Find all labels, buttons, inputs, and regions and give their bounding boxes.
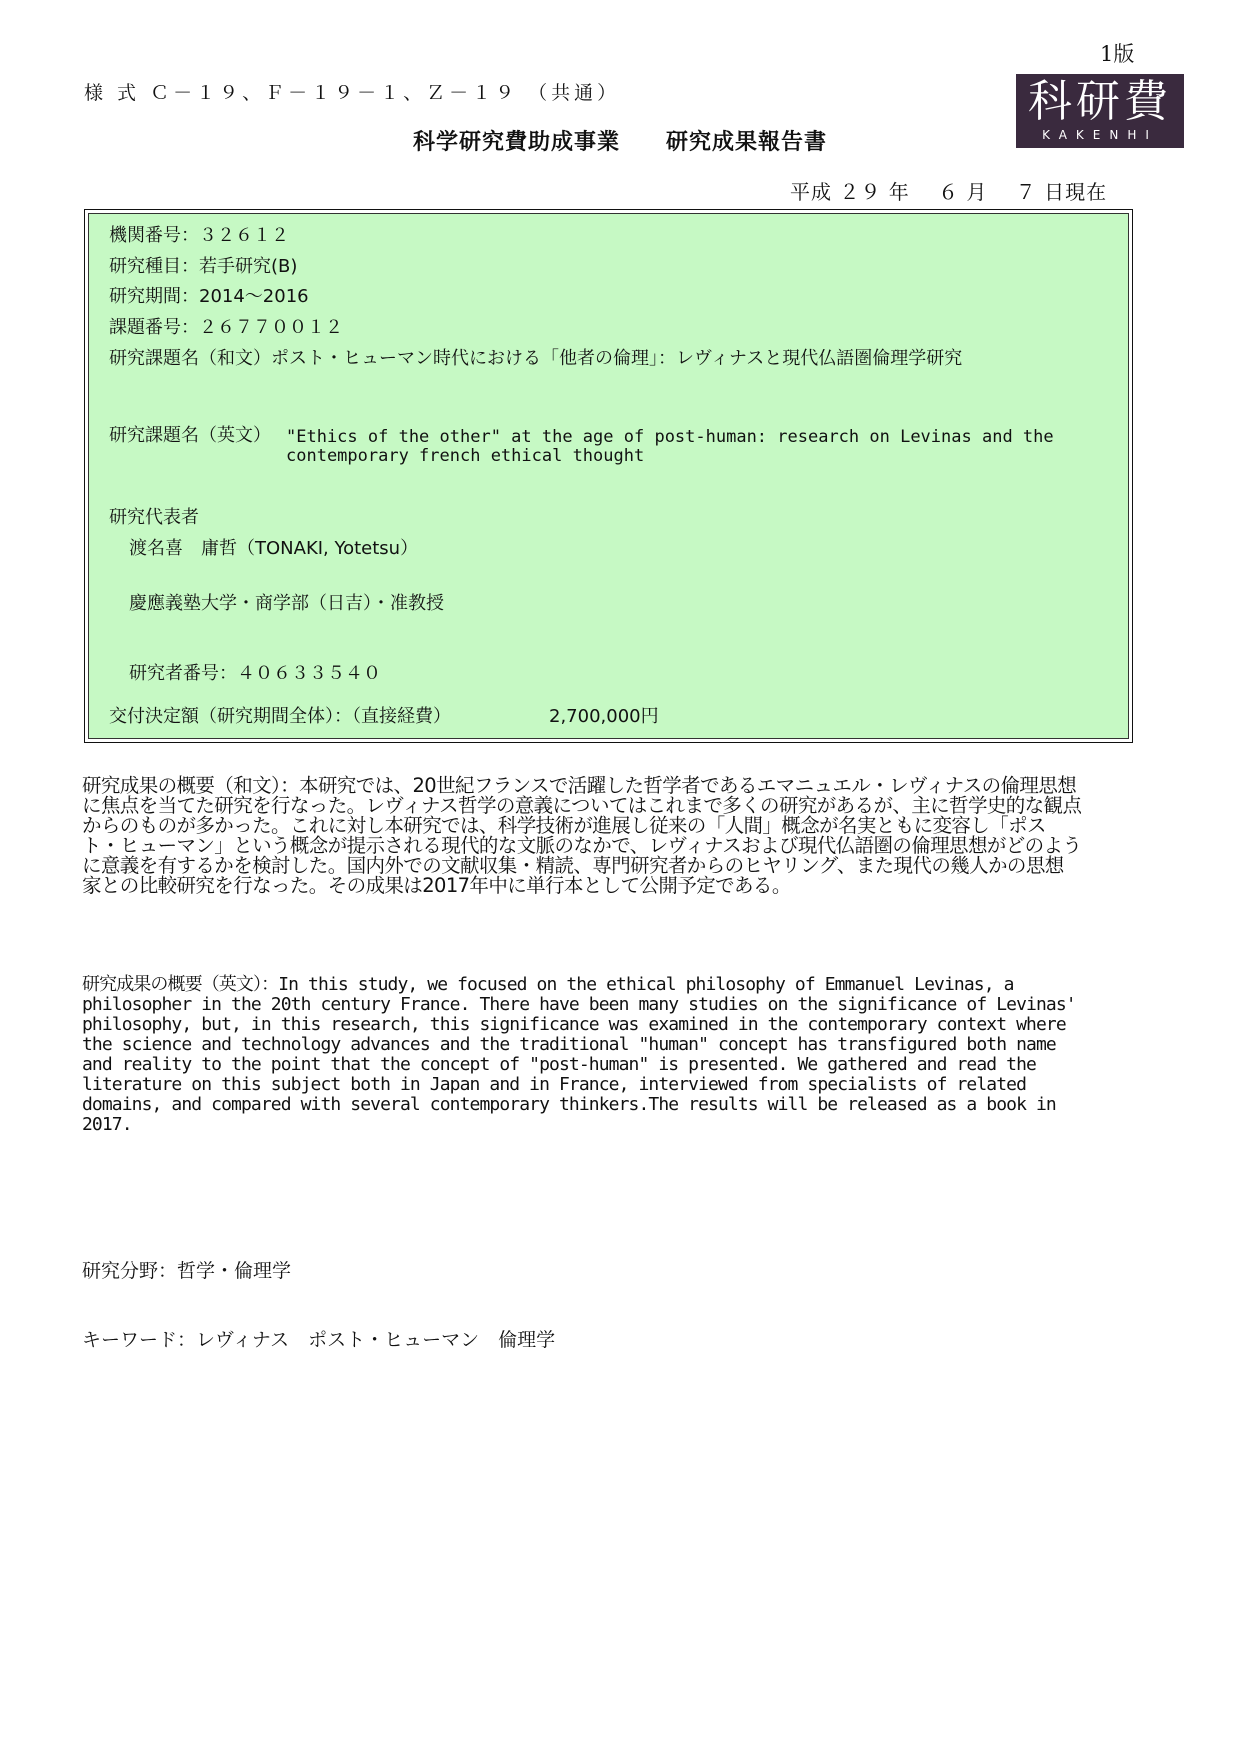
research-field: 研究分野：哲学・倫理学	[82, 1260, 292, 1282]
grant-amount: 2,700,000円	[549, 706, 659, 727]
title-en-line2: contemporary french ethical thought	[286, 446, 645, 466]
keywords: キーワード：レヴィナス ポスト・ヒューマン 倫理学	[82, 1329, 556, 1351]
title-ja-label: 研究課題名（和文）	[109, 348, 271, 369]
report-date: 平成 ２９ 年 ６ 月 ７ 日現在	[790, 180, 1108, 204]
logo-kanji: 科研費	[1028, 76, 1172, 127]
summary-english: 研究成果の概要（英文）：In this study, we focused on the ethical philosophy of Emmanuel Levinas, a philosopher in the 20th century France. There have been many studies on the significance of Levinas' philosophy, but, in this research, this significance was examined in the contemporary context where the science and technology advances and the traditional "human" concept has transfigured both name and reality to the point that the concept of "post-human" is presented. We gathered and read the literature on this subject both in Japan and in France, interviewed from specialists of related domains, and compared with several contemporary thinkers.The results will be released as a book in 2017.	[82, 974, 1076, 1135]
kakenhi-logo	[1016, 74, 1184, 148]
project-info-box	[84, 209, 1133, 743]
researcher-number: 研究者番号：４０６３３５４０	[129, 663, 381, 684]
grant-label: 交付決定額（研究期間全体）：（直接経費）	[109, 706, 451, 727]
form-id: 様 式 Ｃ－１９、Ｆ－１９－１、Ｚ－１９ （共通）	[84, 82, 621, 104]
title-en-line1: "Ethics of the other" at the age of post-human: research on Levinas and the	[286, 427, 1054, 447]
page-title: 科学研究費助成事業 研究成果報告書	[412, 130, 827, 155]
institution-number: 機関番号：３２６１２	[109, 225, 289, 246]
title-ja-row	[109, 349, 962, 369]
project-number: 課題番号：２６７７００１２	[109, 317, 343, 338]
representative-name: 渡名喜 庸哲（TONAKI, Yotetsu）	[129, 538, 419, 559]
representative-label: 研究代表者	[109, 507, 199, 528]
title-en-label: 研究課題名（英文）	[109, 425, 271, 446]
affiliation: 慶應義塾大学・商学部（日吉）・准教授	[129, 593, 444, 614]
research-period: 研究期間：2014～2016	[109, 286, 309, 307]
version-label: 1版	[1100, 42, 1135, 66]
summary-japanese: 研究成果の概要（和文）：本研究では、20世紀フランスで活躍した哲学者であるエマニュエル・レヴィナスの倫理思想に焦点を当てた研究を行なった。レヴィナス哲学の意義についてはこれまで多くの研究があるが、主に哲学史的な観点からのものが多かった。これに対し本研究では、科学技術が進展し従来の「人間」概念が名実ともに変容し「ポスト・ヒューマン」という概念が提示される現代的な文脈のなかで、レヴィナスおよび現代仏語圏の倫理思想がどのように意義を有するかを検討した。国内外での文献収集・精読、専門研究者からのヒヤリング、また現代の幾人かの思想家との比較研究を行なった。その成果は2017年中に単行本として公開予定である。	[82, 774, 1082, 897]
title-ja: ポスト・ヒューマン時代における「他者の倫理」：レヴィナスと現代仏語圏倫理学研究	[271, 348, 963, 369]
logo-roman: KAKENHI	[1042, 128, 1158, 142]
project-info-panel	[88, 213, 1129, 739]
research-category: 研究種目：若手研究(B)	[109, 256, 298, 277]
